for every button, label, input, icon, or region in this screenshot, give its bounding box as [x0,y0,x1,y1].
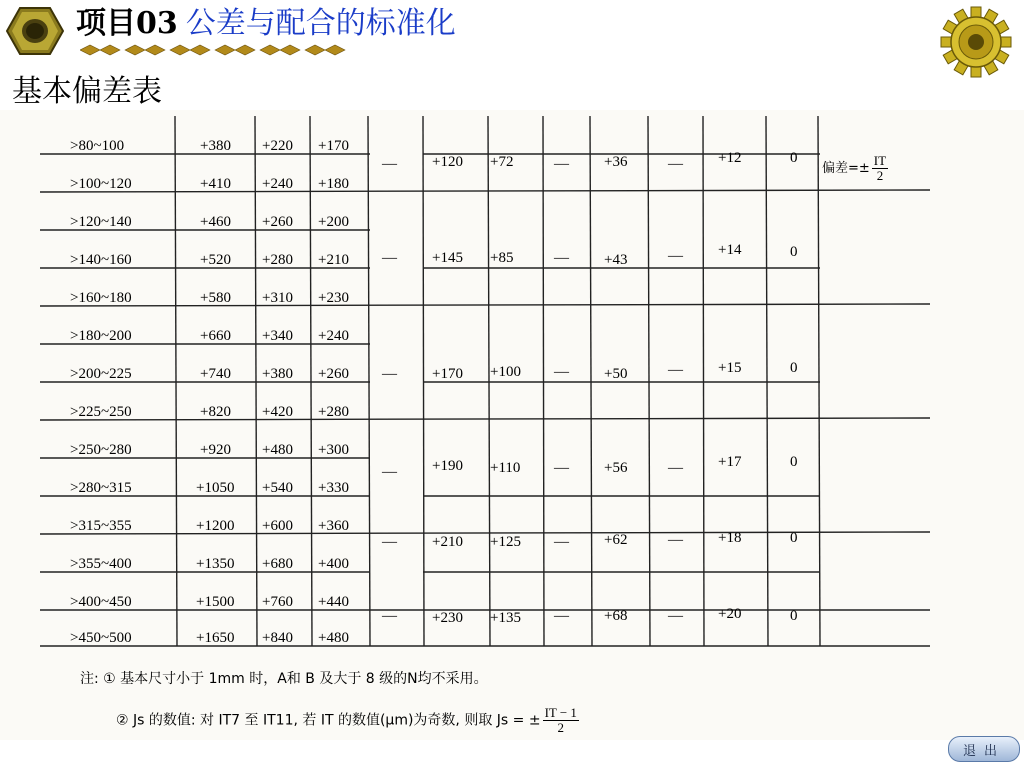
range-label: >100~120 [70,176,132,192]
table-cell: +43 [604,252,628,268]
table-cell: 0 [790,150,798,166]
table-cell: 0 [790,360,798,376]
decorative-divider [80,44,350,56]
dash-cell: — [382,534,397,550]
table-cell: +400 [318,556,349,572]
fraction-denominator: 2 [876,168,884,183]
table-cell: +330 [318,480,349,496]
table-cell: +1350 [196,556,235,572]
table-cell: +18 [718,530,742,546]
table-cell: +760 [262,594,293,610]
range-label: >225~250 [70,404,132,420]
table-cell: +210 [318,252,349,268]
table-cell: +260 [318,366,349,382]
dash-cell: — [668,608,683,624]
table-cell: +50 [604,366,628,382]
dash-cell: — [382,250,397,266]
table-cell: +680 [262,556,293,572]
page-title [76,4,456,44]
table-grid [40,116,930,656]
footnote-1: 注: ① 基本尺寸小于 1mm 时，A和 B 及大于 8 级的N均不采用。 [80,671,488,687]
table-cell: +280 [318,404,349,420]
js-fraction [543,706,579,735]
table-cell: +12 [718,150,742,166]
table-cell: +360 [318,518,349,534]
table-cell: +17 [718,454,742,470]
dash-cell: — [668,248,683,264]
range-label: >200~225 [70,366,132,382]
table-cell: +100 [490,364,521,380]
table-cell: +540 [262,480,293,496]
table-cell: +135 [490,610,521,626]
dash-cell: — [554,250,569,266]
table-cell: +230 [318,290,349,306]
table-cell: +380 [262,366,293,382]
table-cell: +380 [200,138,231,154]
dash-cell: — [382,366,397,382]
hex-nut-icon [6,6,64,56]
table-cell: 0 [790,454,798,470]
table-cell: +210 [432,534,463,550]
table-cell: 0 [790,608,798,624]
table-cell: +68 [604,608,628,624]
range-label: >160~180 [70,290,132,306]
table-cell: +1650 [196,630,235,646]
section-subtitle: 基本偏差表 [12,74,162,109]
table-cell: +62 [604,532,628,548]
table-cell: +230 [432,610,463,626]
range-label: >140~160 [70,252,132,268]
project-number: 项目03 [76,6,178,41]
dash-cell: — [668,532,683,548]
dash-cell: — [668,156,683,172]
table-cell: +310 [262,290,293,306]
table-cell: +85 [490,250,514,266]
dash-cell: — [554,608,569,624]
dash-cell: — [668,460,683,476]
dash-cell: — [382,464,397,480]
table-cell: +460 [200,214,231,230]
table-cell: +170 [432,366,463,382]
dash-cell: — [382,156,397,172]
table-cell: +72 [490,154,514,170]
deviation-fraction [872,154,888,183]
dash-cell: — [382,608,397,624]
table-cell: 0 [790,244,798,260]
table-cell: +110 [490,460,521,476]
table-cell: 0 [790,530,798,546]
table-cell: +600 [262,518,293,534]
table-cell: +220 [262,138,293,154]
footnote-2-text: ② Js 的数值: 对 IT7 至 IT11, 若 IT 的数值(μm)为奇数, 则取 Js = ± [116,712,541,729]
fraction-numerator: IT − 1 [544,705,577,720]
table-cell: +340 [262,328,293,344]
table-cell: +20 [718,606,742,622]
range-label: >80~100 [70,138,125,154]
fraction-numerator: IT [873,153,887,168]
table-cell: +820 [200,404,231,420]
table-cell: +240 [262,176,293,192]
range-label: >315~355 [70,518,132,534]
table-cell: +580 [200,290,231,306]
exit-button[interactable]: 退出 [948,736,1020,762]
table-cell: +260 [262,214,293,230]
table-cell: +240 [318,328,349,344]
table-cell: +410 [200,176,231,192]
range-label: >120~140 [70,214,132,230]
range-label: >250~280 [70,442,132,458]
deviation-label: 偏差=± [822,161,870,176]
scanned-table-image [0,110,1024,740]
range-label: >450~500 [70,630,132,646]
table-cell: +14 [718,242,742,258]
table-cell: +440 [318,594,349,610]
table-cell: +120 [432,154,463,170]
dash-cell: — [668,362,683,378]
table-cell: +520 [200,252,231,268]
dash-cell: — [554,156,569,172]
table-cell: +280 [262,252,293,268]
table-cell: +920 [200,442,231,458]
table-cell: +1200 [196,518,235,534]
range-label: >280~315 [70,480,132,496]
title-text: 公差与配合的标准化 [185,6,456,41]
deviation-formula [822,154,890,183]
dash-cell: — [554,364,569,380]
table-cell: +145 [432,250,463,266]
table-cell: +190 [432,458,463,474]
fraction-denominator: 2 [557,720,564,735]
dash-cell: — [554,534,569,550]
table-cell: +300 [318,442,349,458]
table-cell: +15 [718,360,742,376]
dash-cell: — [554,460,569,476]
table-cell: +1050 [196,480,235,496]
table-cell: +660 [200,328,231,344]
table-cell: +420 [262,404,293,420]
table-cell: +36 [604,154,628,170]
gear-icon [940,6,1012,78]
table-cell: +56 [604,460,628,476]
footnote-2 [116,706,581,735]
range-label: >355~400 [70,556,132,572]
table-cell: +480 [318,630,349,646]
table-cell: +480 [262,442,293,458]
table-cell: +170 [318,138,349,154]
table-cell: +200 [318,214,349,230]
table-cell: +740 [200,366,231,382]
range-label: >180~200 [70,328,132,344]
table-cell: +1500 [196,594,235,610]
table-cell: +180 [318,176,349,192]
table-cell: +840 [262,630,293,646]
table-cell: +125 [490,534,521,550]
range-label: >400~450 [70,594,132,610]
